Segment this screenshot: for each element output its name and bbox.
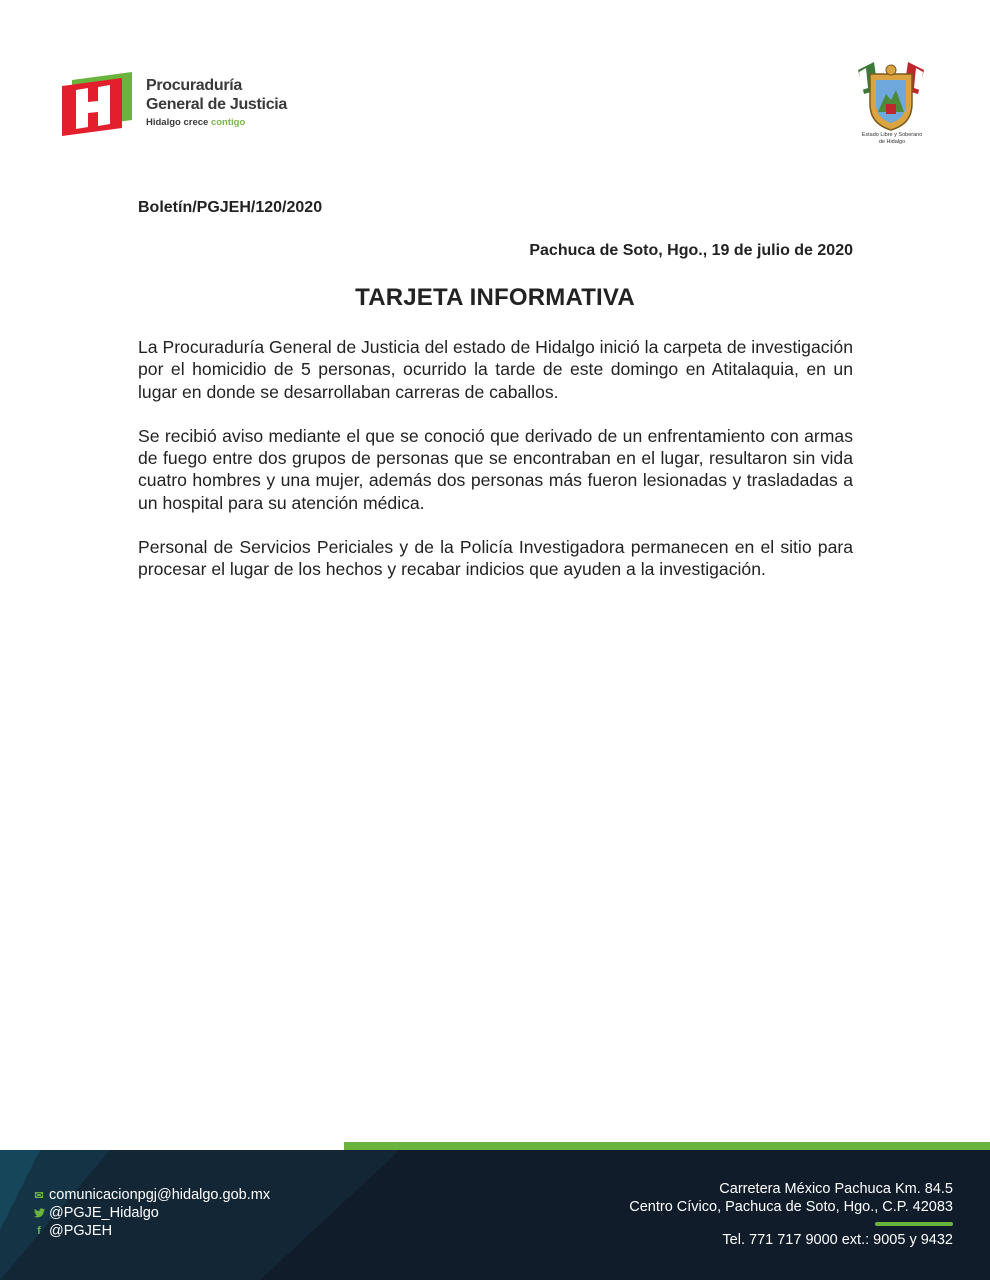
- seal-caption: Estado Libre y Soberano de Hidalgo: [861, 132, 923, 145]
- document-body: [138, 336, 853, 603]
- facebook-icon: f: [37, 1225, 41, 1237]
- footer-contacts: [32, 1186, 270, 1240]
- pgj-logo: [58, 70, 318, 140]
- bulletin-id: Boletín/PGJEH/120/2020: [138, 199, 323, 216]
- footer-phone: Tel. 771 717 9000 ext.: 9005 y 9432: [722, 1232, 953, 1248]
- mail-icon: ✉: [34, 1189, 44, 1202]
- logo-title-line1: Procuraduría: [146, 77, 242, 94]
- paragraph-1: La Procuraduría General de Justicia del estado de Hidalgo inició la carpeta de investigación por el homicidio de 5 personas, ocurrido la tarde de este domingo en Atitalaquia, en un lugar en donde se desarrollaban carreras de caballos.: [138, 337, 853, 402]
- footer: [0, 1150, 990, 1280]
- footer-address: Carretera México Pachuca Km. 84.5 Centro Cívico, Pachuca de Soto, Hgo., C.P. 42083: [629, 1181, 953, 1215]
- place-date: Pachuca de Soto, Hgo., 19 de julio de 2020: [529, 242, 853, 259]
- paragraph-2: Se recibió aviso mediante el que se conoció que derivado de un enfrentamiento con armas de fuego entre dos grupos de personas que se encontraban en el lugar, resultaron sin vida cuatro hombres y una mujer, además dos personas más fueron lesionadas y trasladadas a un hospital para su atención médica.: [138, 425, 853, 513]
- paragraph-3: Personal de Servicios Periciales y de la Policía Investigadora permanecen en el sitio para procesar el lugar de los hechos y recabar indicios que ayuden a la investigación.: [138, 537, 853, 580]
- h-logo-icon: [58, 70, 138, 136]
- contact-twitter[interactable]: @PGJE_Hidalgo: [32, 1204, 270, 1222]
- contact-email[interactable]: ✉ comunicacionpgj@hidalgo.gob.mx: [32, 1186, 270, 1204]
- coat-of-arms-icon: [856, 60, 926, 132]
- logo-title-line2: General de Justicia: [146, 96, 288, 113]
- hidalgo-seal: [850, 60, 934, 152]
- document-title: TARJETA INFORMATIVA: [355, 284, 635, 311]
- twitter-icon: [32, 1208, 46, 1218]
- contact-facebook[interactable]: f @PGJEH: [32, 1222, 270, 1240]
- logo-tagline: Hidalgo crece contigo: [146, 117, 246, 128]
- address-divider: [875, 1222, 953, 1226]
